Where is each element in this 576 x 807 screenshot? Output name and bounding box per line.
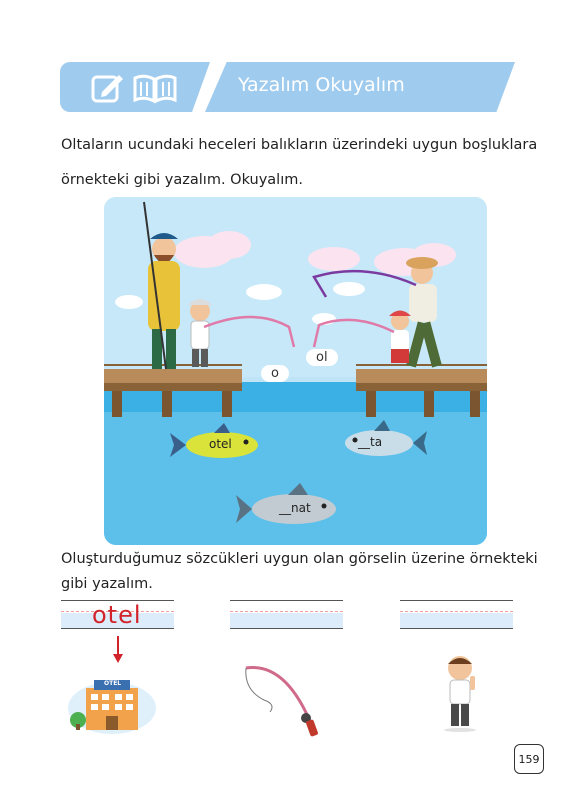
- fishing-scene: [104, 197, 487, 545]
- hook-syllable: ol: [306, 349, 338, 366]
- girl-fisherman: [389, 311, 411, 364]
- fishing-rod-icon: [236, 660, 326, 738]
- fish-word: __ta: [358, 435, 383, 449]
- instruction-line-1: Oltaların ucundaki heceleri balıkların üzerindeki uygun boşluklara: [61, 137, 538, 153]
- fish-word: otel: [209, 437, 232, 451]
- page-number: 159: [514, 744, 544, 774]
- instruction-line-2: örnekteki gibi yazalım. Okuyalım.: [61, 172, 303, 188]
- instruction2-line-2: gibi yazalım.: [61, 576, 153, 592]
- page-title: Yazalım Okuyalım: [238, 74, 405, 96]
- hook-syllable: o: [261, 365, 289, 382]
- instruction2-line-1: Oluşturduğumuz sözcükleri uygun olan görselin üzerine örnekteki: [61, 551, 538, 567]
- writing-line[interactable]: [400, 600, 513, 630]
- hotel-sign: OTEL: [104, 680, 122, 687]
- open-book-icon: [132, 72, 178, 104]
- example-word: otel: [92, 601, 142, 629]
- fish-word: __nat: [279, 501, 311, 515]
- down-arrow-icon: [112, 636, 124, 664]
- writing-line[interactable]: [230, 600, 343, 630]
- fishing-scene-illustration: [104, 197, 487, 545]
- pencil-note-icon: [90, 72, 126, 104]
- boy-icon: [440, 652, 480, 732]
